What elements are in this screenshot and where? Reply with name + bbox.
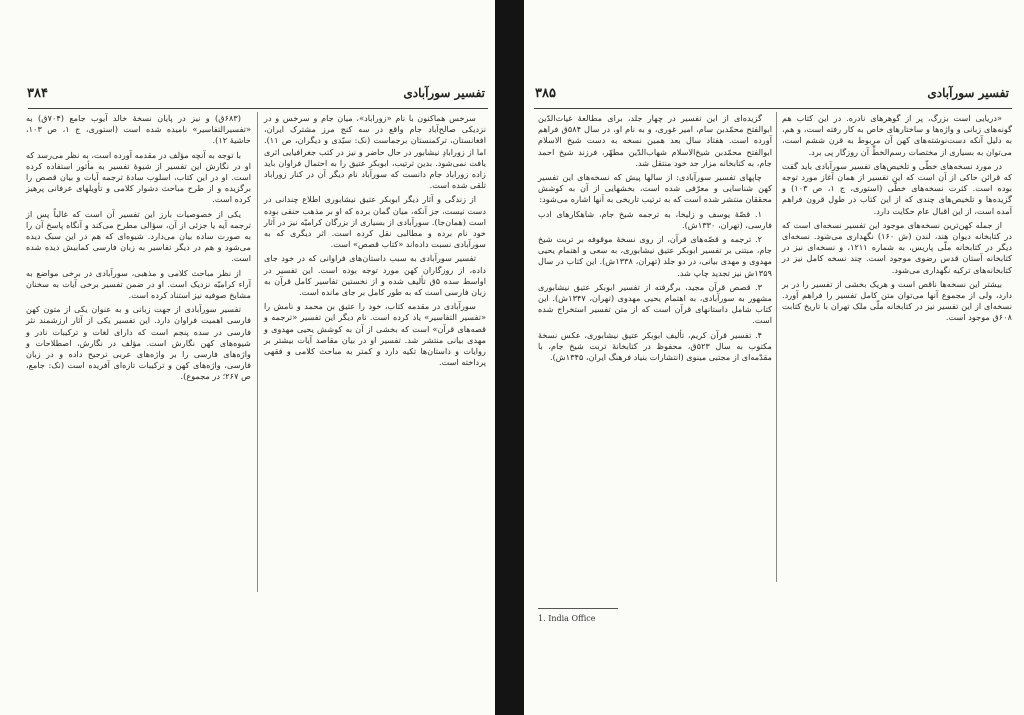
running-header: [27, 86, 485, 104]
text-column-right: [264, 113, 486, 653]
footnote-rule: [538, 608, 618, 609]
paragraph: تفسیر سورآبادی از جهت زبانی و به عنوان یکی از متون کهن فارسی اهمیت فراوان دارد. این تفسیر یکی از آثار ارزشمند نثر فارسی در سده پنجم است که دارای لغات و ترکیبات نادر و شیوه‌های کهن نگارش است. مؤلف در نگارش، اصطلاحات و واژه‌های فارسی را بر واژه‌های عربی ترجیح داده و در زبان فارسی، واژه‌های کهن و ترکیبات تازه‌ای آفریده است (نک: جامع، ص ۲۶۷؛ در مجموع).: [26, 304, 251, 382]
left-page: [0, 0, 495, 715]
paragraph: با توجه به آنچه مؤلف در مقدمه آورده است، به نظر می‌رسد که او در نگارش این تفسیر از شیوهٔ تفسیر به مأثور استفاده کرده است. او در این کتاب، اسلوب سادهٔ ترجمه آیات و بیان قصص را برگزیده و از طرح مباحث دشوار کلامی و تأویلهای عرفانی پرهیز کرده است.: [26, 149, 251, 205]
paragraph: سورآبادی در مقدمه کتاب، خود را عتیق بن محمد و نامش را «تفسیر التفاسیر» یاد کرده است. نام دیگر این تفسیر «ترجمه و قصه‌های قرآن» است که بخشی از آن به کوشش یحیی مهدوی و مهدی بیانی منتشر شد. تفسیر او در بیان مقاصد آیات بیشتر بر روایات و داستان‌ها تکیه دارد و کمتر به مباحث کلامی و فقهی پرداخته است.: [264, 301, 486, 368]
paragraph: ۲. ترجمه و قصّه‌های قرآن، از روی نسخهٔ موقوفه بر تربت شیخ جام، مبتنی بر تفسیر ابوبکر عتیق نیشابوری، به سعی و اهتمام یحیی مهدوی و مهدی بیانی، در دو جلد (تهران، ۱۳۳۸ش). این کتاب در سال ۱۳۵۹ش نیز تجدید چاپ شد.: [538, 234, 772, 278]
paragraph: چاپهای تفسیر سورآبادی: از سالها پیش که نسخه‌های این تفسیر کهن شناسایی و معرّفی شده است، بخشهایی از آن به کوشش محققان منتشر شده است که به ترتیب تاریخی به آنها اشاره می‌شود:: [538, 172, 772, 205]
column-divider: [257, 112, 258, 592]
text-column-left: [538, 113, 772, 593]
paragraph: «دریایی است بزرگ، پر از گوهرهای نادره. در این کتاب هم گونه‌های زبانی و واژه‌ها و ساختارهای خاص به کار رفته است، و هم، به دلیل آنکه دست‌نوشته‌های کهن آن مربوط به قرن ششم است، می‌توان به بسیاری از مختصات رسم‌الخطِّ آن روزگار پی برد.: [782, 113, 1012, 157]
page-number: ۳۸۵: [535, 86, 556, 101]
paragraph: ۱. قصّهٔ یوسف و زلیخا، به ترجمه شیخ جام، شاهکارهای ادب فارسی، (تهران، ۱۳۳۰ش).: [538, 208, 772, 230]
text-column-right: [782, 113, 1012, 693]
paragraph: از نظر مباحث کلامی و مذهبی، سورآبادی در برخی مواضع به آراء کرامیّه نزدیک است. او در ضمن تفسیر برخی آیات به سخنان مشایخ صوفیه نیز استناد کرده است.: [26, 267, 251, 301]
paragraph: از زندگی و آثار دیگر ابوبکر عتیق نیشابوری اطلاع چندانی در دست نیست، جز آنکه، میان گمان برده که او بر مذهب حنفی بوده است (همان‌جا). سورآبادی از بسیاری از بزرگان کرامیّه نیز در آثار خود نام برده و مطالبی نقل کرده است. اثر دیگری که به سورآبادی نسبت داده‌اند «کتاب قصص» است.: [264, 194, 486, 250]
paragraph: ۳. قصص قرآن مجید، برگرفته از تفسیر ابوبکر عتیق نیشابوری مشهور به سورآبادی، به اهتمام یحیی مهدوی (تهران، ۱۳۴۷ش). این کتاب شامل داستانهای قرآن است که از متن تفسیر استخراج شده است.: [538, 281, 772, 326]
paragraph: تفسیر سورآبادی به سبب داستان‌های فراوانی که در خود جای داده، از روزگاران کهن مورد توجه بوده است. این تفسیر در اواسط سده ۵ق تألیف شده و از نخستین تفاسیر کامل قرآن به زبان فارسی است که به طور کامل بر جای مانده است.: [264, 253, 486, 298]
book-spine: [495, 0, 524, 715]
right-page: [524, 0, 1024, 715]
running-title: تفسیر سورآبادی: [927, 86, 1009, 100]
header-rule: [28, 108, 488, 109]
paragraph: گزیده‌ای از این تفسیر در چهار جلد، برای مطالعهٔ غیاث‌الدّین ابوالفتح محمّدبن سام، امیر غوری، و به نام او، در سال ۵۸۴ق فراهم آورده است. هفتاد سال بعد همین نسخه به دست شیخ الاسلام ابوالفتح محمّدبن شیخ‌الاسلام شهاب‌الدّین مطهّر، فرزند شیخ احمد جام، به کتابخانه مزار جد خود منتقل شد.: [538, 113, 772, 168]
paragraph: در مورد نسخه‌های خطّی و تلخیص‌های تفسیر سورآبادی باید گفت که قرائن حاکی از آن است که این تفسیر از همان آغاز مورد توجه بوده است. کثرت نسخه‌های خطّی (استوری، ج ۱، ص ۱۰۳) و گزیده‌ها و تلخیص‌های چندی که از این کتاب در طول قرون فراهم آمده است، از این اقبال عام حکایت دارد.: [782, 160, 1012, 216]
paragraph: ۴. تفسیر قرآن کریم، تألیف ابوبکر عتیق نیشابوری، عکس نسخهٔ مکتوب به سال ۵۲۳ق، محفوظ در کتابخانهٔ تربت شیخ جام، با مقدّمه‌ای از مجتبی مینوی (انتشارات بنیاد فرهنگ ایران، ۱۳۴۵ش).: [538, 329, 772, 363]
paragraph: یکی از خصوصیات بارز این تفسیر آن است که غالباً پس از ترجمه آیه یا جزئی از آن، سؤالی مطرح می‌کند و آنگاه پاسخ آن را به صورت ساده بیان می‌دارد. شیوه‌ای که هم در این سبک دیده می‌شود و هم در دیگر تفاسیر به زبان فارسی کمابیش دیده شده است.: [26, 208, 251, 264]
footnote-text: India Office: [548, 614, 596, 623]
paragraph: از جمله کهن‌ترین نسخه‌های موجود این تفسیر نسخه‌ای است که در کتابخانه دیوان هند، لندن (ش ۱۶۰) نگهداری می‌شود. نسخه‌ای دیگر در کتابخانه ملّی پاریس، به شماره ۱۲۱۱، و نسخه‌ای نیز در کتابخانه آستان قدس رضوی موجود است. چند نسخه کامل نیز در کتابخانه‌های ترکیه نگهداری می‌شود.: [782, 219, 1012, 275]
paragraph: بیشتر این نسخه‌ها ناقص است و هریک بخشی از تفسیر را در بر دارد، ولی از مجموع آنها می‌توان متن کامل تفسیر را فراهم آورد. نسخه‌ای از این تفسیر نیز در کتابخانه ملّی ملک تهران با تاریخ کتابت ۶۰۸ق موجود است.: [782, 278, 1012, 323]
text-column-left: [26, 113, 251, 703]
footnote: [538, 614, 596, 623]
paragraph: (۶۸۳ق) و نیز در پایان نسخهٔ خالد آیوب جامع (۷۰۴ق) به «تفسیرالتفاسیر» نامیده شده است (استوری، ج ۱، ص ۱۰۳، حاشیهٔ ۱۲).: [26, 113, 251, 146]
header-rule: [534, 108, 1012, 109]
paragraph: سرخس هماکنون با نام «زوراباد»، میان جام و سرخس و در نزدیکی صالح‌آباد جام واقع در سه کنج مرز مشترک ایران، افغانستان، ترکمنستان برجماست (نک: سیّدی و دیگران، ص ۱۱). اما از زورابادِ نیشابور در حال حاضر و نیز در کتب جغرافیایی اثری یافت نمی‌شود. بدین ترتیب، ابوبکر عتیق را به احتمال فراوان باید زاده زوراباد جام دانست که سورآباد نام دیگر آن در کنار زوراباد تلقی شده است.: [264, 113, 486, 191]
page-number: ۳۸۴: [27, 86, 48, 101]
running-title: تفسیر سورآبادی: [403, 86, 485, 100]
footnote-marker: 1.: [538, 614, 546, 623]
column-divider: [776, 112, 777, 582]
running-header: [535, 86, 1009, 104]
